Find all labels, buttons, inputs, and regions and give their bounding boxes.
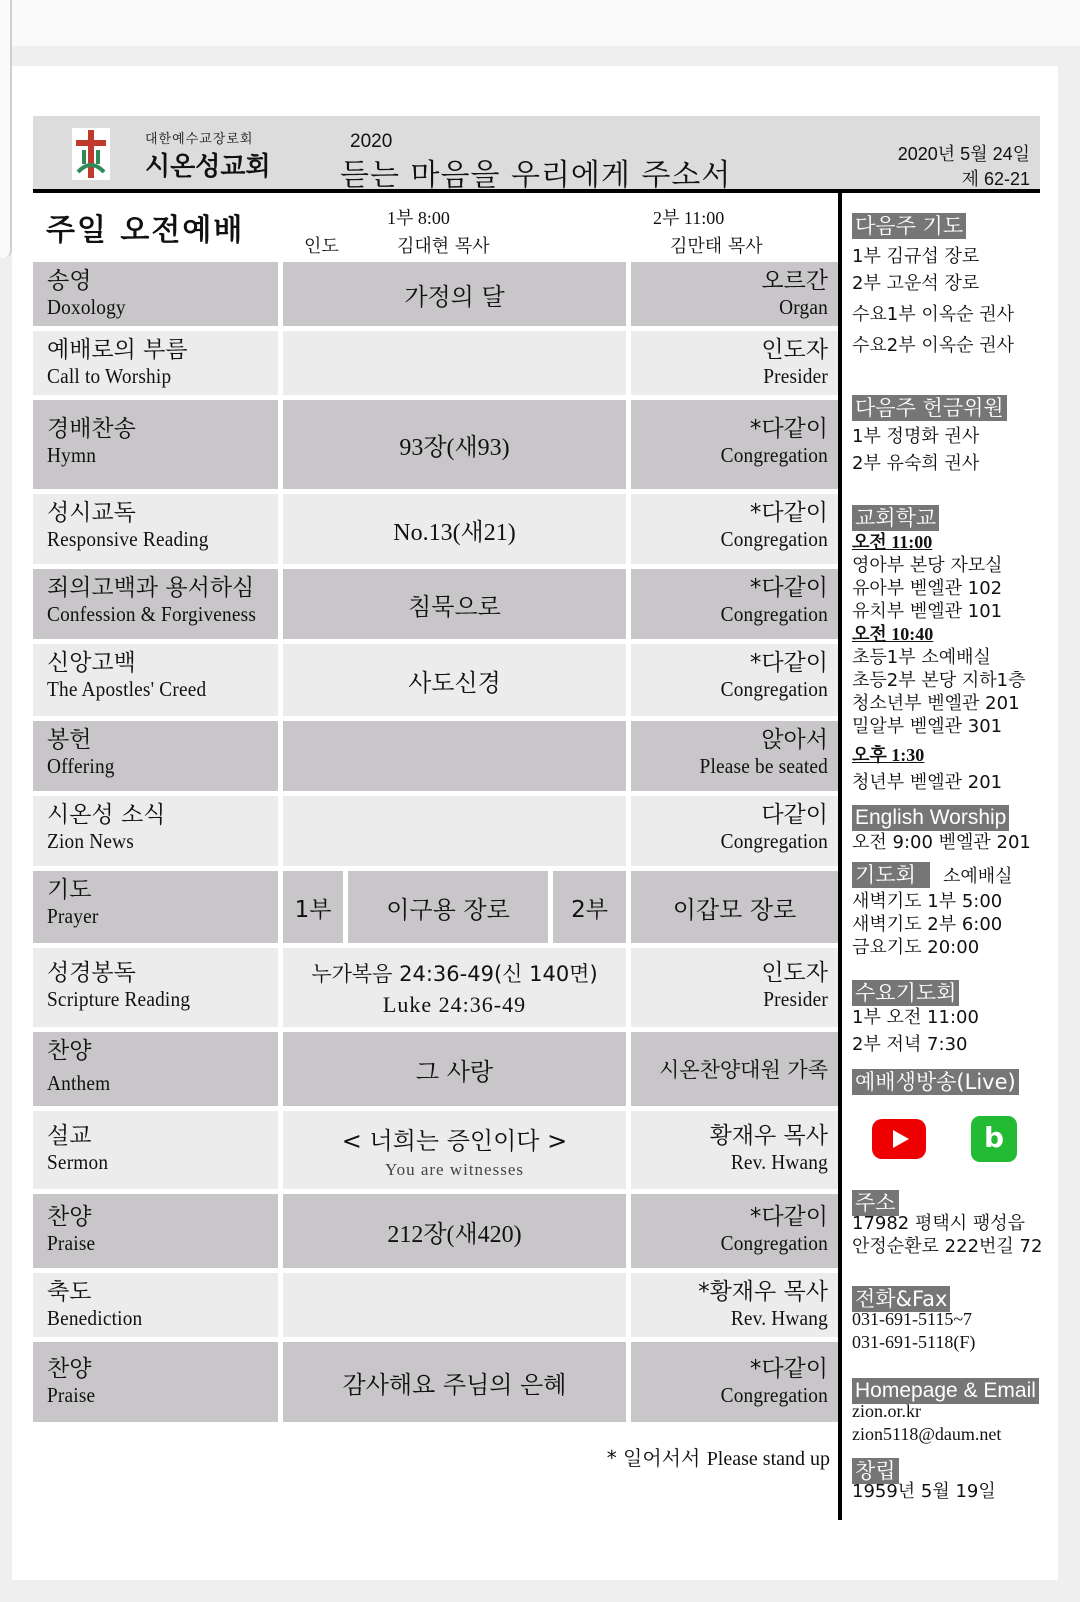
item-en: Benediction	[47, 1306, 143, 1330]
item-role-ko: *다같이	[749, 1356, 828, 1382]
sidebar-line: 초등2부 본당 지하1층	[852, 670, 1026, 691]
order-row-call-to-worship	[33, 331, 838, 395]
prayer-place: 소예배실	[942, 866, 1013, 887]
section-title: 기도회	[852, 862, 930, 888]
sidebar-line: 수요1부 이옥순 권사	[852, 304, 1014, 325]
item-content: 212장(새420)	[387, 1221, 522, 1248]
issue-number: 제 62-21	[961, 169, 1030, 189]
item-en: Praise	[47, 1231, 96, 1255]
item-role-ko: 다같이	[761, 802, 828, 828]
item-en: Hymn	[47, 443, 97, 467]
leader-2: 김만태 목사	[670, 236, 763, 257]
sidebar-line: 안정순환로 222번길 72	[852, 1236, 1043, 1257]
item-role-ko: *다같이	[749, 1204, 828, 1230]
sidebar-line: 1부 오전 11:00	[852, 1007, 979, 1028]
church-cross-logo-icon	[72, 128, 110, 180]
item-en: Praise	[47, 1383, 96, 1407]
order-row-responsive-reading	[33, 494, 838, 564]
item-content-sub: You are witnesses	[385, 1159, 524, 1179]
sidebar-line: 밀알부 벧엘관 301	[852, 716, 1003, 737]
next-week-offering	[852, 395, 1052, 475]
item-role-en: Rev. Hwang	[730, 1150, 828, 1174]
item-ko: 설교	[47, 1123, 92, 1149]
sidebar-line: 1부 정명화 권사	[852, 426, 980, 447]
year-theme: 듣는 마음을 우리에게 주소서	[340, 158, 732, 193]
sidebar-line: 수요2부 이옥순 권사	[852, 335, 1014, 356]
section-title: 수요기도회	[852, 980, 959, 1006]
item-content: No.13(새21)	[393, 519, 516, 546]
item-ko: 신앙고백	[47, 650, 136, 676]
item-ko: 축도	[47, 1279, 92, 1305]
school-time-1: 오전 11:00	[852, 532, 933, 552]
theme-year: 2020	[350, 131, 393, 152]
window-edge	[0, 0, 12, 258]
sidebar-line: 1959년 5월 19일	[852, 1481, 996, 1502]
prayer-part1-name: 이구용 장로	[348, 871, 548, 943]
item-ko: 성경봉독	[47, 960, 136, 986]
founded	[852, 1458, 1052, 1503]
item-en: Prayer	[47, 904, 99, 928]
item-role-ko: *다같이	[749, 575, 828, 601]
item-ko: 찬양	[47, 1204, 92, 1230]
stand-up-footnote	[607, 1442, 830, 1471]
prayer-part1-label: 1부	[283, 871, 343, 943]
email-link[interactable]: zion5118@daum.net	[852, 1424, 1002, 1444]
section-title: English Worship	[852, 805, 1009, 831]
item-ko: 예배로의 부름	[47, 337, 188, 363]
item-content: < 너희는 증인이다 >	[341, 1126, 568, 1155]
prayer-part2-label: 2부	[553, 871, 626, 943]
browser-top-band	[0, 0, 1080, 46]
item-role-en: Please be seated	[699, 754, 828, 778]
order-row-sermon	[33, 1111, 838, 1189]
youtube-icon[interactable]	[872, 1119, 926, 1159]
item-content: 93장(새93)	[399, 435, 510, 461]
leader-label: 인도	[304, 236, 339, 257]
order-row-offering	[33, 721, 838, 791]
section-title: 주소	[852, 1190, 899, 1216]
item-role-ko: 오르간	[761, 268, 828, 294]
item-role-ko: 시온찬양대원 가족	[659, 1058, 828, 1082]
item-role-en: Rev. Hwang	[730, 1306, 828, 1330]
item-role-en: Presider	[763, 987, 828, 1011]
sidebar-line: 2부 저녁 7:30	[852, 1034, 968, 1055]
date-text: 2020년 5월 24일	[897, 144, 1030, 164]
item-ko: 시온성 소식	[47, 802, 166, 828]
homepage-email	[852, 1378, 1052, 1446]
english-worship	[852, 805, 1052, 854]
order-row-scripture	[33, 948, 838, 1027]
order-row-hymn	[33, 400, 838, 489]
service-time-1: 1부 8:00	[387, 208, 450, 228]
next-week-prayer	[852, 213, 1052, 357]
item-ko: 봉헌	[47, 727, 92, 753]
item-role-en: Congregation	[720, 829, 828, 853]
item-ko: 죄의고백과 용서하심	[47, 575, 255, 601]
sidebar-line: 17982 평택시 팽성읍	[852, 1213, 1026, 1234]
item-content: 감사해요 주님의 은혜	[342, 1370, 567, 1399]
sidebar-line: 초등1부 소예배실	[852, 647, 991, 668]
item-en: Zion News	[47, 829, 134, 853]
item-role-en: Congregation	[720, 602, 828, 626]
sidebar-line: 새벽기도 2부 6:00	[852, 914, 1003, 935]
item-en: Sermon	[47, 1150, 109, 1174]
section-title: Homepage & Email	[852, 1378, 1039, 1404]
order-row-anthem	[33, 1032, 838, 1106]
prayer-part2-name: 이갑모 장로	[631, 871, 838, 943]
order-row-closing-praise	[33, 1342, 838, 1422]
section-title: 창립	[852, 1458, 899, 1484]
sidebar-line: 영아부 본당 자모실	[852, 555, 1003, 576]
footnote-ko: * 일어서서	[606, 1446, 701, 1470]
service-time-2: 2부 11:00	[653, 208, 725, 228]
item-en: Offering	[47, 754, 115, 778]
item-role-en: Congregation	[720, 1231, 828, 1255]
item-ko: 경배찬송	[47, 416, 136, 442]
item-role-ko: *다같이	[749, 500, 828, 526]
live-stream	[852, 1069, 1052, 1095]
item-ko: 송영	[47, 268, 92, 294]
order-row-doxology	[33, 262, 838, 326]
sidebar-line: 1부 김규섭 장로	[852, 246, 980, 267]
item-role-ko: 인도자	[761, 337, 828, 363]
order-row-news	[33, 796, 838, 866]
sidebar-line: 유아부 벧엘관 102	[852, 578, 1003, 599]
band-icon[interactable]: b	[971, 1116, 1017, 1162]
item-content: 누가복음 24:36-49(신 140면)	[311, 961, 598, 986]
item-en: Scripture Reading	[47, 987, 191, 1011]
sidebar-line: 금요기도 20:00	[852, 937, 980, 958]
item-role-en: Congregation	[720, 443, 828, 467]
item-role-ko: 앉아서	[761, 727, 828, 753]
wednesday-prayer	[852, 980, 1052, 1056]
item-role-en: Presider	[763, 364, 828, 388]
sidebar-line: 오전 9:00 벧엘관 201	[852, 832, 1031, 853]
item-ko: 찬양	[47, 1356, 92, 1382]
column-divider	[838, 190, 842, 1520]
section-title: 교회학교	[852, 505, 939, 531]
phone-fax	[852, 1286, 1052, 1354]
item-ko: 찬양	[47, 1038, 92, 1064]
bulletin-date	[898, 142, 1030, 192]
item-ko: 성시교독	[47, 500, 136, 526]
item-en: Responsive Reading	[47, 527, 209, 551]
sidebar-line: 새벽기도 1부 5:00	[852, 891, 1003, 912]
item-role-ko: *다같이	[749, 650, 828, 676]
footnote-en: Please stand up	[706, 1448, 830, 1470]
prayer-meetings	[852, 862, 1052, 959]
sidebar-line: 청년부 벧엘관 201	[852, 772, 1003, 793]
item-content: 침묵으로	[408, 592, 501, 621]
sidebar-line: 2부 유숙희 권사	[852, 453, 980, 474]
item-en: Anthem	[47, 1071, 111, 1095]
item-ko: 기도	[47, 877, 92, 903]
order-row-benediction	[33, 1273, 838, 1337]
item-content: 사도신경	[408, 668, 501, 697]
item-role-ko: *황재우 목사	[698, 1279, 828, 1305]
item-role-ko: *다같이	[749, 416, 828, 442]
school-time-3: 오후 1:30	[852, 745, 925, 765]
section-title: 전화&Fax	[852, 1286, 950, 1312]
sidebar-line: 031-691-5115~7	[852, 1309, 973, 1329]
item-role-ko: 황재우 목사	[709, 1123, 828, 1149]
item-role-ko: 인도자	[761, 960, 828, 986]
item-content: 그 사랑	[415, 1057, 494, 1086]
item-role-en: Congregation	[720, 677, 828, 701]
item-role-en: Organ	[779, 295, 828, 319]
item-role-en: Congregation	[720, 1383, 828, 1407]
section-title: 다음주 기도	[852, 213, 966, 239]
item-role-en: Congregation	[720, 527, 828, 551]
item-en: Doxology	[47, 295, 126, 319]
section-title: 다음주 헌금위원	[852, 395, 1007, 421]
item-en: Confession & Forgiveness	[47, 602, 257, 626]
item-en: The Apostles' Creed	[47, 677, 207, 701]
sidebar-line: 031-691-5118(F)	[852, 1332, 976, 1352]
order-row-confession	[33, 569, 838, 639]
section-title: 예배생방송(Live)	[852, 1069, 1019, 1095]
order-row-creed	[33, 644, 838, 716]
school-time-2: 오전 10:40	[852, 624, 934, 644]
denomination: 대한예수교장로회	[145, 132, 254, 147]
order-row-praise	[33, 1194, 838, 1268]
address	[852, 1190, 1052, 1258]
sidebar-line: 청소년부 벧엘관 201	[852, 693, 1020, 714]
order-row-prayer	[33, 871, 838, 943]
church-school	[852, 505, 1052, 794]
item-content-sub: Luke 24:36-49	[382, 991, 527, 1017]
item-content: 가정의 달	[404, 282, 505, 311]
sidebar-line: 유치부 벧엘관 101	[852, 601, 1003, 622]
service-title: 주일 오전예배	[46, 213, 245, 248]
church-name: 시온성교회	[145, 152, 271, 182]
homepage-link[interactable]: zion.or.kr	[852, 1401, 921, 1421]
item-en: Call to Worship	[47, 364, 172, 388]
sidebar-line: 2부 고운석 장로	[852, 273, 980, 294]
leader-1: 김대현 목사	[397, 236, 490, 257]
